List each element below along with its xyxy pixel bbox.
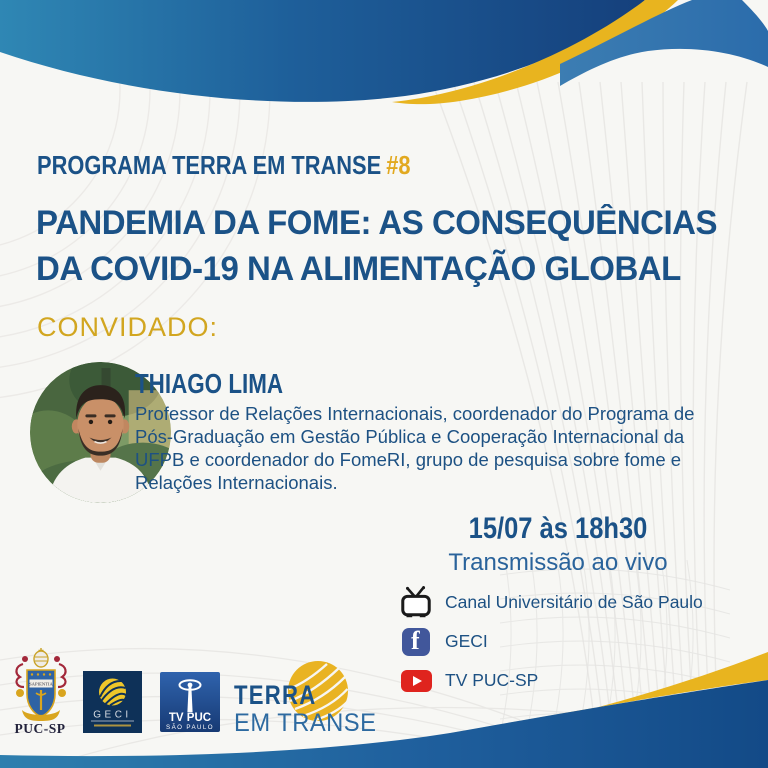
live-label: Transmissão ao vivo xyxy=(448,549,668,576)
terra-em-transe-logo xyxy=(234,680,384,738)
channel-row-tv xyxy=(399,583,703,622)
guest-bio-line: Pós-Graduação em Gestão Pública e Cooperação Internacional da xyxy=(135,426,685,447)
channel-label: TV PUC-SP xyxy=(445,670,539,690)
guest-section-label: CONVIDADO: xyxy=(37,312,219,342)
channel-label: GECI xyxy=(445,631,488,651)
channel-label: Canal Universitário de São Paulo xyxy=(445,592,703,612)
tv-icon xyxy=(399,586,433,619)
guest-bio xyxy=(135,402,694,494)
guest-name: THIAGO LIMA xyxy=(135,368,284,399)
geci-logo xyxy=(83,671,142,733)
tv-puc-line2: SÃO PAULO xyxy=(166,724,214,731)
episode-number: #8 xyxy=(386,150,411,180)
channel-list xyxy=(399,583,703,700)
program-label: PROGRAMA TERRA EM TRANSE xyxy=(37,150,382,180)
terra-line2: EM TRANSE xyxy=(234,709,377,737)
crest-motto: SAPIENTIA xyxy=(29,681,53,687)
program-title-line xyxy=(37,150,411,181)
header-swoosh xyxy=(0,0,768,160)
broadcast-datetime: 15/07 às 18h30 xyxy=(468,512,648,545)
guest-bio-line: Relações Internacionais. xyxy=(135,472,338,493)
geci-label: GECI xyxy=(93,709,132,721)
geci-tagline-bar xyxy=(94,725,131,727)
puc-sp-crest-logo xyxy=(12,648,70,722)
guest-bio-line: Professor de Relações Internacionais, coordenador do Programa de xyxy=(135,403,695,424)
youtube-icon xyxy=(399,670,433,692)
channel-row-facebook xyxy=(399,622,703,661)
terra-line1: TERRA xyxy=(234,680,317,710)
tv-puc-line1: TV PUC xyxy=(168,712,212,724)
tv-puc-logo xyxy=(160,672,220,732)
main-title-line2: DA COVID-19 NA ALIMENTAÇÃO GLOBAL xyxy=(36,250,681,288)
guest-bio-line: UFPB e coordenador do FomeRI, grupo de pesquisa sobre fome e xyxy=(135,449,682,470)
puc-sp-caption: PUC-SP xyxy=(14,721,66,736)
main-title-line1: PANDEMIA DA FOME: AS CONSEQUÊNCIAS xyxy=(36,204,718,242)
channel-row-youtube xyxy=(399,661,703,700)
main-title xyxy=(36,200,717,292)
facebook-icon: f xyxy=(399,628,433,656)
